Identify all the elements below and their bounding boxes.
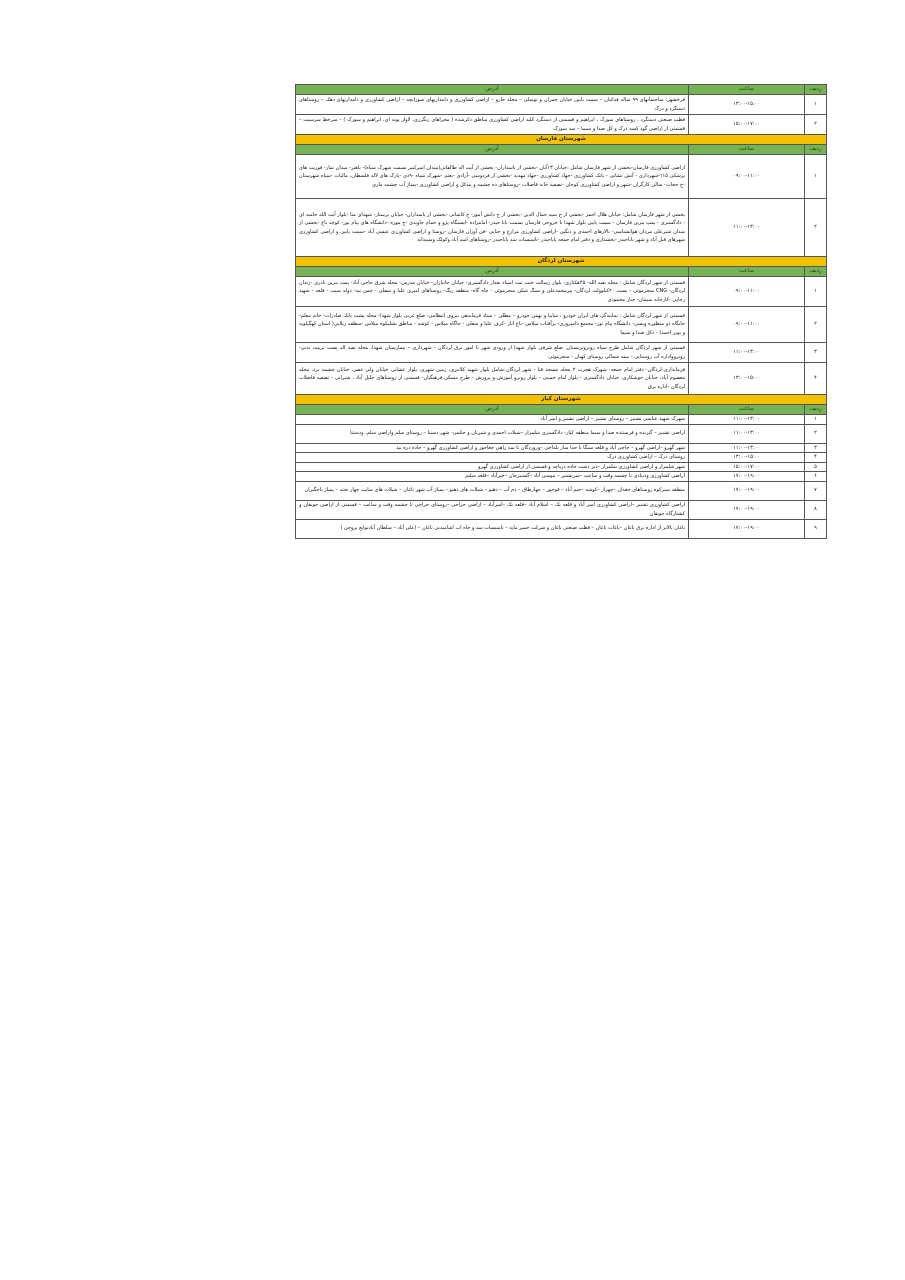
- address-text: فرخشهر: ساختمانهای ۹۹ ساله فدائیان – سمت پایین خیابان جمران و توسلی – محله خارو – اراضی کشاورزی و دامداریهای شورابچه – اراضی کشاورزی و دامداریهای دهک – روستاهای دستگرد و درک: [296, 95, 689, 115]
- time-range: ۱۳:۰۰-۱۵:۰۰: [689, 453, 805, 463]
- row-number: ۳: [805, 443, 827, 453]
- city-name: شهرستان کیار: [296, 395, 827, 405]
- schedule-table: [295, 84, 827, 539]
- radif-header: ردیف: [805, 405, 827, 415]
- row-number: ۲: [805, 199, 827, 257]
- address-text: اراضی کشاورزی فارسان-بخشی از شهر فارسان شامل :خیابان ۱۳آبان -بخشی از پاسداران- بخشی از آیت اله طالقانی(میدان امیرکبیر بسمت شهرک سپاه)- باهنر- میدان نماز- فوریت های پزشکی ۱۱۵-شهرداری - آتش نشانی - بانک کشاورزی -جهاد کشاورزی -جهاد مهدیه -بخشی از فردوسی -آزادی -بعثم -شهرک سپاه -۹دی -پارک های لاله فلسطان، مالیات -سپاه شهرستان -خ حجاب- سالن کارگران -شهر و اراضی کشاورزی کوجان -تصفیه خانه فاضلاب -روستاهای ده چشمه و بیدکل و اراضی کشاورزی -پمپاژ آب چشمه ماری: [296, 155, 689, 199]
- time-range: ۱۳:۰۰-۱۵:۰۰: [689, 363, 805, 395]
- time-range: ۰۹:۰۰-۱۱:۰۰: [689, 155, 805, 199]
- column-header-row: [296, 145, 827, 155]
- time-range: ۱۱:۰۰-۱۳:۰۰: [689, 443, 805, 453]
- row-number: ۴: [805, 363, 827, 395]
- city-header-row: [296, 135, 827, 145]
- row-number: ۵: [805, 462, 827, 472]
- time-range: ۰۹:۰۰-۱۱:۰۰: [689, 307, 805, 343]
- table-row: [296, 363, 827, 395]
- time-range: ۱۱:۰۰-۱۳:۰۰: [689, 424, 805, 443]
- column-header-row: [296, 267, 827, 277]
- time-range: ۱۱:۰۰-۱۳:۰۰: [689, 415, 805, 425]
- table-row: [296, 519, 827, 538]
- row-number: ۲: [805, 115, 827, 135]
- radif-header: ردیف: [805, 145, 827, 155]
- address-text: اراضی تشنیز – گیرنده و فرستنده صدا و سیما منطقه کیار- دادگستری شلمزار –شیلات احمدی و شیریان و حکمی- شهر دستنا – روستای سلم واراضی سلم، ودستنا: [296, 424, 689, 443]
- address-text: قسمتی از شهر لردگان شامل : محله بقیه الله- ۴۵هکتاری- بلوار رسالت جنب ثبت اسناد بعداز دادگستری- خیابان جانبازان- خیابان مدرس- محله شرق حاجی آباد- پمپ بنزین نادری -زندان لردگان- CNG منجرموئی - پست ۲۰کیلوولت لردگان- پیرمحمدعلی و سنگ شکن منجرموئی - چاه گاه- منطقه ریگ- روستاهای امیری علیا و سفلی - چمن بید- دوله سیب - قلعه - شهید رجایی -کارخانه سیمان- چنار محمودی: [296, 277, 689, 307]
- address-text: شهر گهرو –اراضی گهرو – حاجی آباد و قلعه سنگا تا جدا ساز بلداجی –وزوردگان تا سه راهی چغاخور و اراضی کشاورزی گهرو – جاده دره بید: [296, 443, 689, 453]
- radif-header: ردیف: [805, 267, 827, 277]
- table-row: [296, 155, 827, 199]
- schedule-body: [296, 85, 827, 539]
- row-number: ۱: [805, 277, 827, 307]
- row-number: ۶: [805, 472, 827, 482]
- address-text: قطب صنعتی دستگرد ، روستاهای سورک ، ابراهیم و قسمتی از دستگرد کلیه اراضی کشاورزی مناطق ذکرشده ( مجراهای رنگرزی، لاواز پوته ای، ابراهیم و سورک ) – سرخط سرسبت – قسمتی از اراضی گود کسه درک و کل صدا و سیما – سد سورک: [296, 115, 689, 135]
- column-header-row: [296, 405, 827, 415]
- time-header: ساعت: [689, 85, 805, 95]
- address-text: اراضی کشاورزی تشنیز –اراضی کشاورزی امیر آباد و قلعه تک – اسلام آباد –قلعه تک –امیرآباد – اراضی خراجی –روستای خراجی تا چشمه وقت و ساعت – قسمتی از اراضی جونقان و کشتارگاه جونقان: [296, 500, 689, 519]
- time-range: ۱۵:۰۰-۱۷:۰۰: [689, 462, 805, 472]
- city-header-row: [296, 257, 827, 267]
- radif-header: ردیف: [805, 85, 827, 95]
- address-text: شهرک شهید عباسی تشنیز – روستای تشنیز – اراضی تشنیز و امیر آباد: [296, 415, 689, 425]
- time-header: ساعت: [689, 145, 805, 155]
- row-number: ۲: [805, 307, 827, 343]
- time-header: ساعت: [689, 405, 805, 415]
- time-range: ۰۹:۰۰-۱۱:۰۰: [689, 277, 805, 307]
- address-header: آدرس: [296, 145, 689, 155]
- table-row: [296, 343, 827, 363]
- address-text: قسمتی از شهر لردگان شامل طرح سپاه روبروتربسنان، ضلع شرقی بلوار شهدا از ورودی شهر تا امور برق لردگان - شهرداری – بیمارستان شهدا، محله بقیه اله پشت تربیت بدنی- روبروواداره آب روستایی - نیمه شمالی روستای کهیان - منجرموئی: [296, 343, 689, 363]
- row-number: ۲: [805, 424, 827, 443]
- city-name: شهرستان فارسان: [296, 135, 827, 145]
- schedule-sheet: [296, 84, 827, 539]
- time-range: ۱۷:۰۰-۱۹:۰۰: [689, 481, 805, 500]
- address-text: قسمتی از شهر لردگان شامل : نمایندگی های ایران خودرو ، سایپا و بهمن خودرو – مطلی – ستاد فرماندهی نیروی انتظامی- ضلع غربی بلوار شهدا- محله پشت بانک صادرات- خانه معلم- جایگاه دو منظوره ویسی- دانشگاه پیام نور- مجتمع دامپروری- برآفتاب میلاس -باغ انار -کرف علیا و سفلی - جاگاه میلاس - کوشه - مناطق بشلیکوه میلاس -منطقه زیلایی( استان کهگیلویه و بویر احمد) - دکل صدا و سیما: [296, 307, 689, 343]
- row-number: ۹: [805, 519, 827, 538]
- address-text: ناغان بالاتر از اداره برق ناغان –باغات ناغان – قطب صنعتی ناغان و شرکت خمیر مایه – تاسیسات سد و چاه اب اشامیدنی ناغان – (علی آباد – سلطان آبادتوابع بروجن ): [296, 519, 689, 538]
- address-text: فرمانداری لردگان- دفتر امام جمعه- شهرک هجرت ۲ محله مسجد قبا - شهر لردگان شامل بلوار شهید کلانتری، زمین شهری، بلوار عشایر، خیابان ولی عصر، خیابان چشمه برد، محله معصوم آباد، خیابان جوشکاری، خیابان دادگستری - بلوار امام خمینی - بلوار روبرو آموزش و پرورش - طرح مسکن فرهنگیان- قسمتی از روستاهای جلیل آباد ، شیرانی - تصفیه فاضلاب لردگان -اداره برق: [296, 363, 689, 395]
- address-text: منطقه سیرکوه روستاهای جغدان –چهراز –کوشه –جیم آباد – قوخور – چهارطاق – دم آب – دهنو – شیلات های دهنو – پمپاژ آب شهر ناغان – شیلات های سایت چهار تخته – پمپاژ یاجگیران: [296, 481, 689, 500]
- address-header: آدرس: [296, 267, 689, 277]
- row-number: ۷: [805, 481, 827, 500]
- row-number: ۱: [805, 95, 827, 115]
- table-row: [296, 472, 827, 482]
- address-text: روستای درک – اراضی کشاورزی درک: [296, 453, 689, 463]
- table-row: [296, 415, 827, 425]
- table-row: [296, 307, 827, 343]
- time-header: ساعت: [689, 267, 805, 277]
- row-number: ۸: [805, 500, 827, 519]
- table-row: [296, 462, 827, 472]
- address-text: بخشی از شهر فارسان شامل: خیابان هلال احمر -بخشی از خ سید جمال الدین -بخشی از خ دانش آموز- خ کاشانی -بخشی از پاسداران- خیابان پرستار- شهدای منا -بلوار آیت الله خامنه ای - دادگستری - پمپ بنزین فارسان - سمت پایین بلوار شهدا تا خروجی فارسان بسمت بابا حیدر- امامزاده -ایستگاه پژو و حمام جاویدی -خ موزه -دانشگاه های پیام نور- کوچه باغ -بخشی از میدان شیرعلی مردان هوانشناسی- تالارهای احمدی و دنگین -اراضی کشاورزی مزارع و حنایی -فن آوران فارسان -روستا و اراضی کشاورزی عیسی آباد -سمت پایین و اراضی کشاورزی شهرهای قبل آباد و شهر باباحیدر -بخشداری و دفتر امام جمعه باباحیدر -تاسیسات سد باباحیدر -روستاهای امید آباد وکولک وسیبدانه: [296, 199, 689, 257]
- table-row: [296, 443, 827, 453]
- address-text: اراضی کشاورزی ودینادی تا چشمه وقت و ساعت –سرتشنیز – موسی آباد –گشنیزجان –خیرآباد –قلعه سلیم: [296, 472, 689, 482]
- time-range: ۱۷:۰۰-۱۹:۰۰: [689, 500, 805, 519]
- time-range: ۱۷:۰۰-۱۹:۰۰: [689, 519, 805, 538]
- row-number: ۳: [805, 343, 827, 363]
- address-header: آدرس: [296, 85, 689, 95]
- time-range: ۱۱:۰۰-۱۳:۰۰: [689, 343, 805, 363]
- table-row: [296, 481, 827, 500]
- table-row: [296, 277, 827, 307]
- table-row: [296, 115, 827, 135]
- table-row: [296, 500, 827, 519]
- table-row: [296, 424, 827, 443]
- time-range: ۱۱:۰۰-۱۳:۰۰: [689, 199, 805, 257]
- city-header-row: [296, 395, 827, 405]
- table-row: [296, 199, 827, 257]
- column-header-row: [296, 85, 827, 95]
- address-header: آدرس: [296, 405, 689, 415]
- table-row: [296, 95, 827, 115]
- time-range: ۱۵:۰۰-۱۷:۰۰: [689, 115, 805, 135]
- time-range: ۱۷:۰۰-۱۹:۰۰: [689, 472, 805, 482]
- row-number: ۴: [805, 453, 827, 463]
- address-text: شهر شلمزار و اراضی کشاورزی شلمزار –دیز دشت جاده دریاچه و قسمتی از اراضی کشاورزی گهرو: [296, 462, 689, 472]
- time-range: ۱۳:۰۰-۱۵:۰۰: [689, 95, 805, 115]
- city-name: شهرستان لردگان: [296, 257, 827, 267]
- table-row: [296, 453, 827, 463]
- row-number: ۱: [805, 155, 827, 199]
- row-number: ۱: [805, 415, 827, 425]
